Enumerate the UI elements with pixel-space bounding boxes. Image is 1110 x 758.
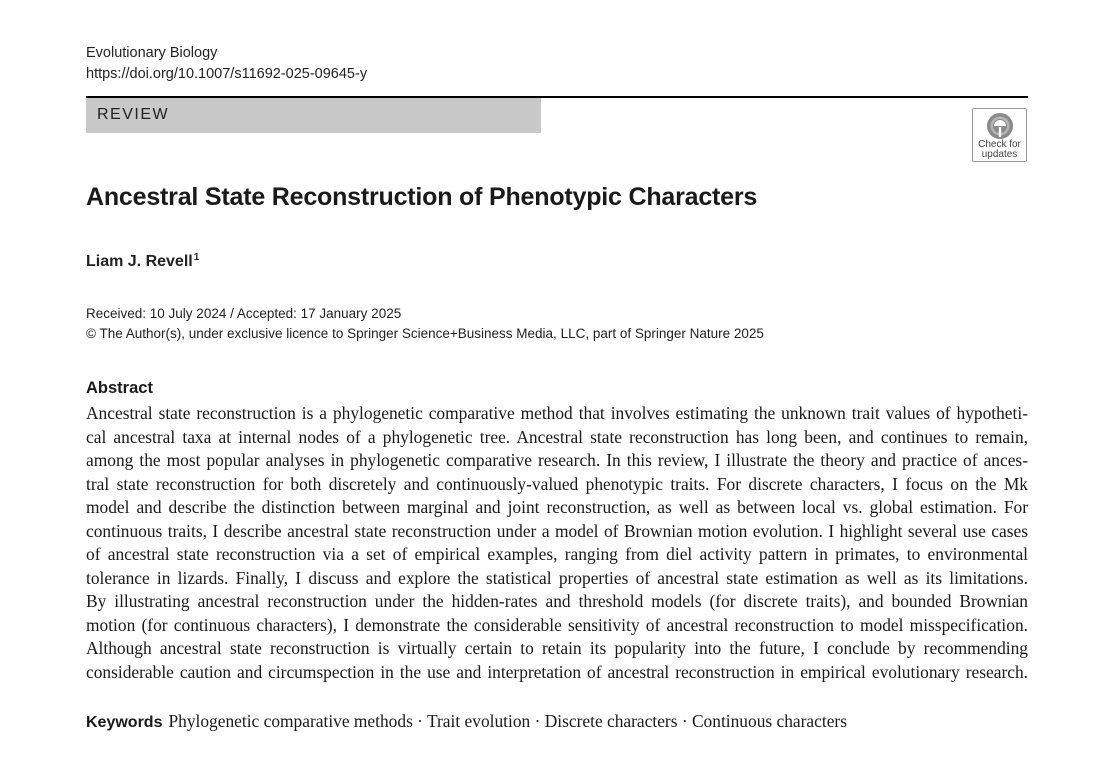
keywords-list: Phylogenetic comparative methods · Trait evolution · Discrete characters · Continuous characters — [168, 711, 847, 731]
abstract-line: considerable caution and circumspection in the use and interpretation of ancestral reconstruction in empirical evolutionary research. — [86, 661, 1028, 682]
affiliation-mark[interactable]: 1 — [193, 252, 200, 263]
abstract-line: of ancestral state reconstruction via a set of empirical examples, ranging from diel activity pattern in primates, to environmental — [86, 544, 1028, 564]
doi-link[interactable]: https://doi.org/10.1007/s11692-025-09645-y — [86, 66, 368, 82]
abstract-text — [86, 402, 1028, 684]
abstract-line: tolerance in lizards. Finally, I discuss and explore the statistical properties of ancestral state estimation as well as its limitations. — [86, 567, 1028, 588]
abstract-line: Ancestral state reconstruction is a phylogenetic comparative method that involves estimating the unknown trait values of hypotheti- — [86, 403, 1028, 423]
check-for-updates-text — [973, 140, 1026, 160]
check-for-updates-badge[interactable] — [972, 108, 1027, 162]
journal-header — [86, 43, 367, 85]
abstract-line: By illustrating ancestral reconstruction under the hidden-rates and threshold models (for discrete traits), and bounded Brownian — [86, 591, 1028, 611]
copyright-line: © The Author(s), under exclusive licence to Springer Science+Business Media, LLC, part of Springer Nature 2025 — [86, 326, 764, 341]
abstract-line: continuous traits, I describe ancestral state reconstruction under a model of Brownian motion evolution. I highlight several use cases — [86, 520, 1028, 541]
keywords-label: Keywords — [86, 714, 163, 731]
abstract-line: cal ancestral taxa at internal nodes of a phylogenetic tree. Ancestral state reconstruction has long been, and continues to remain, — [86, 426, 1028, 447]
abstract-line: motion (for continuous characters), I demonstrate the considerable sensitivity of ancestral reconstruction to model misspecification. — [86, 614, 1028, 635]
badge-line-1: Check for — [978, 139, 1021, 150]
publication-info — [86, 304, 764, 344]
keywords-line — [86, 711, 847, 732]
article-type-bar — [86, 98, 541, 133]
received-accepted-dates: Received: 10 July 2024 / Accepted: 17 January 2025 — [86, 306, 402, 321]
author-line — [86, 247, 199, 273]
abstract-heading: Abstract — [86, 379, 153, 397]
article-type-label: REVIEW — [97, 106, 170, 123]
check-for-updates-icon — [986, 112, 1014, 140]
journal-name: Evolutionary Biology — [86, 45, 218, 61]
abstract-line: Although ancestral state reconstruction is virtually certain to retain its popularity into the future, I conclude by recommending — [86, 638, 1028, 658]
author-name[interactable]: Liam J. Revell — [86, 253, 193, 270]
article-title: Ancestral State Reconstruction of Phenotypic Characters — [86, 183, 758, 211]
badge-line-2: updates — [981, 149, 1018, 160]
abstract-line: tral state reconstruction for both discretely and continuously-valued phenotypic traits. For discrete characters, I focus on the Mk — [86, 473, 1028, 494]
abstract-line: among the most popular analyses in phylogenetic comparative research. In this review, I illustrate the theory and practice of ances- — [86, 450, 1028, 470]
abstract-line: model and describe the distinction between marginal and joint reconstruction, as well as between local vs. global estimation. For — [86, 497, 1028, 517]
